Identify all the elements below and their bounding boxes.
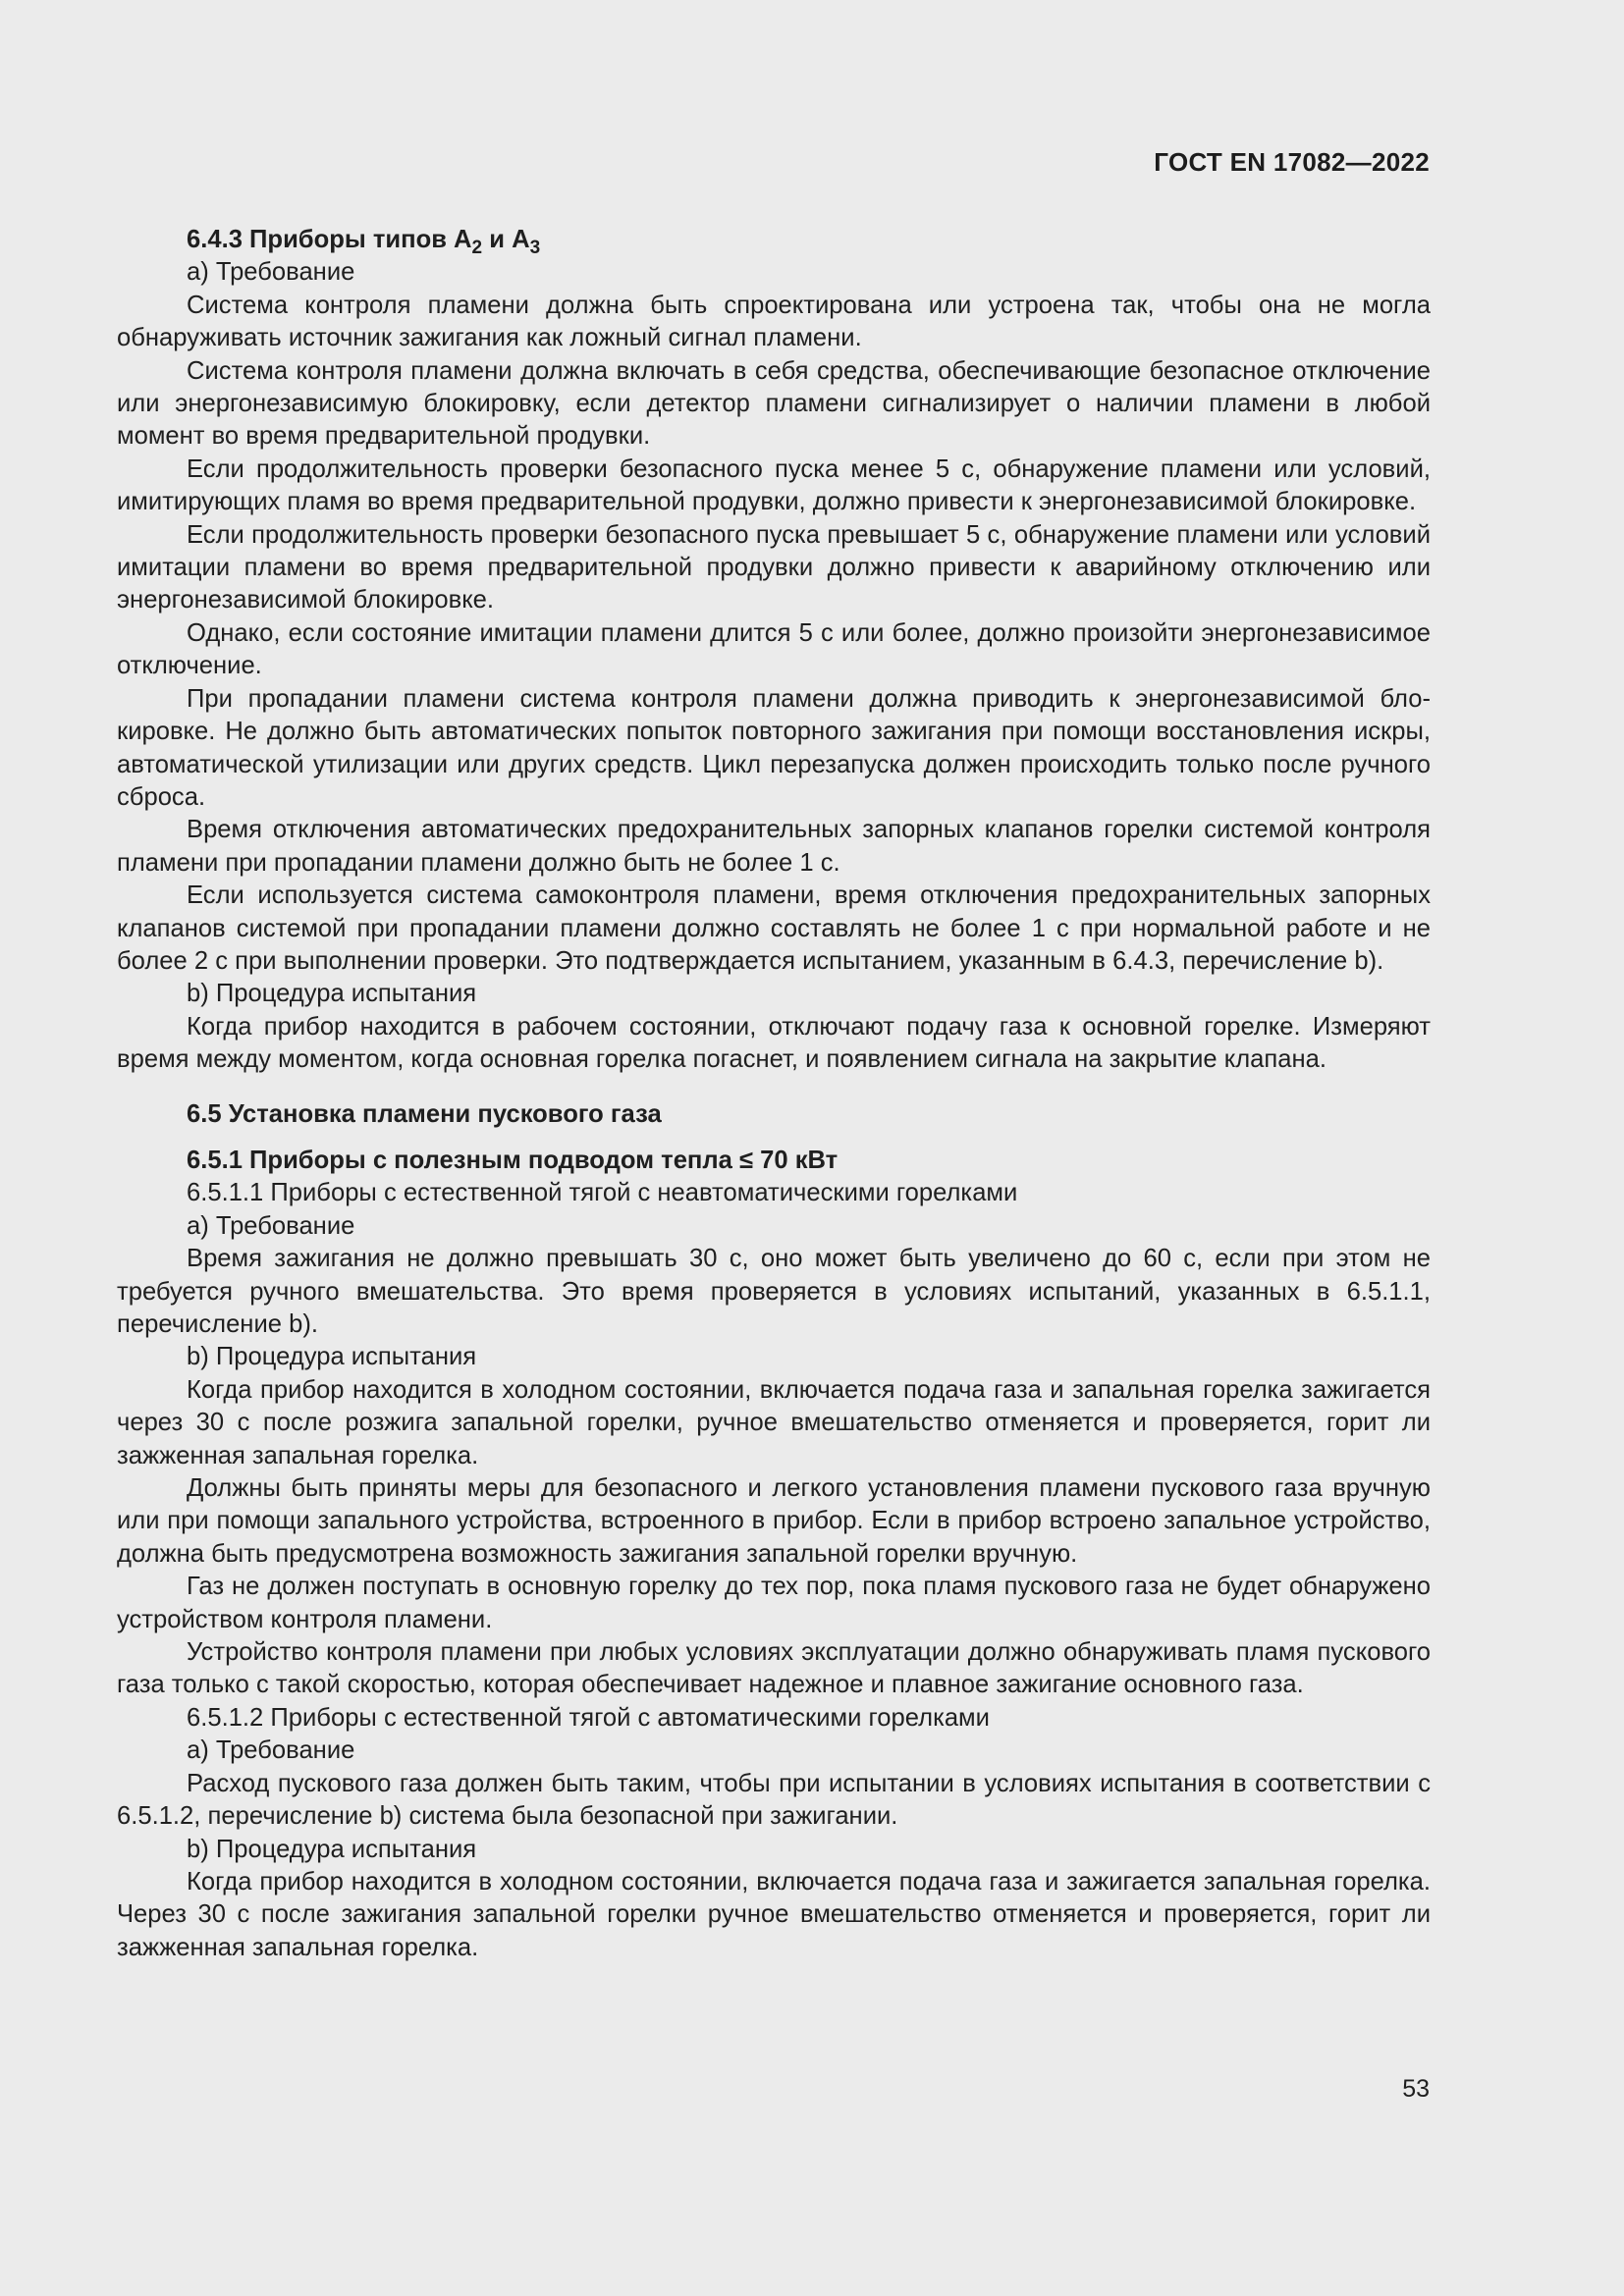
procedure-label: b) Процедура испытания	[187, 1835, 477, 1863]
procedure-label: b) Процедура испытания	[187, 1343, 477, 1371]
requirement-label: а) Требование	[187, 1211, 355, 1240]
document-header: ГОСТ EN 17082—2022	[1154, 147, 1430, 177]
requirement-label: а) Требование	[187, 258, 355, 287]
requirement-label: а) Требование	[187, 1736, 355, 1765]
heading-text-mid: и А	[482, 226, 530, 253]
heading-text-prefix: 6.4.3 Приборы типов А	[187, 226, 472, 253]
section-6-4-3-heading	[117, 224, 1431, 256]
heading-subscript-2: 2	[471, 238, 483, 258]
heading-subscript-3: 3	[529, 238, 541, 258]
paragraph: Если продолжительность проверки безопасного пуска превышает 5 с, обнаружение пламени или условий имитации пламени во время предварительной продувки должно привести к аварийному отключению или энергонезависимой блокировке.	[117, 520, 1431, 614]
page-number: 53	[1402, 2075, 1430, 2103]
procedure-label: b) Процедура испытания	[187, 980, 477, 1008]
paragraph: Когда прибор находится в холодном состоянии, включается подача газа и зажигается запальная горелка. Через 30 с после зажигания запальной горелки ручное вмешательство отменяется и проверяется, горит ли зажженная запальная горелка.	[117, 1867, 1431, 1961]
paragraph: Если используется система самоконтроля пламени, время отключения предохранительных запорных клапанов системой при пропадании пламени должно составлять не более 1 с при нормальной работе и не более 2 с при выполнении проверки. Это подтверждается испытанием, указанным в 6.4.3, перечисление b).	[117, 881, 1431, 975]
paragraph: Когда прибор находится в рабочем состоянии, отключают подачу газа к основной горелке. Измеряют время между моментом, когда основная горелка погаснет, и появлением сигнала на закрытие клапана.	[117, 1012, 1431, 1074]
document-body	[117, 224, 1431, 1964]
paragraph: Время зажигания не должно превышать 30 с, оно может быть увеличено до 60 с, если при этом не требуется ручного вмешательства. Это время проверяется в условиях испытаний, указанных в 6.5.1.1, перечисление b).	[117, 1245, 1431, 1338]
paragraph: Расход пускового газа должен быть таким, чтобы при испытании в условиях испытания в соответствии с 6.5.1.2, перечисление b) система была безопасной при зажигании.	[117, 1769, 1431, 1831]
paragraph: Время отключения автоматических предохранительных запорных клапанов горелки системой контроля пламени при пропадании пламени должно быть не более 1 с.	[117, 816, 1431, 877]
paragraph: Когда прибор находится в холодном состоянии, включается подача газа и запальная горелка зажигается через 30 с после розжига запальной горелки, ручное вмешательство отменяется и проверяется, горит ли зажженная запальная горелка.	[117, 1375, 1431, 1469]
subsection-6-5-1-2-title: 6.5.1.2 Приборы с естественной тягой с автоматическими горелками	[187, 1703, 990, 1732]
paragraph: Если продолжительность проверки безопасного пуска менее 5 с, обнаружение пламени или условий, имитирующих пламя во время предварительной продувки, должно привести к энергонезависимой блокировке.	[117, 454, 1431, 516]
paragraph: Должны быть приняты меры для безопасного и легкого установления пламени пускового газа вручную или при помощи запального устройства, встроенного в прибор. Если в прибор встроено запальное устройство, должна быть предусмотрена возможность зажигания запальной горелки вручную.	[117, 1474, 1431, 1568]
paragraph: Система контроля пламени должна включать в себя средства, обеспечивающие безопасное отключение или энергонезависимую блокировку, если детектор пламени сигнализирует о наличии пламени в любой момент во время предварительной продувки.	[117, 356, 1431, 451]
section-6-5-heading: 6.5 Установка пламени пускового газа	[187, 1099, 662, 1128]
paragraph: Система контроля пламени должна быть спроектирована или устроена так, чтобы она не могла обнаруживать источник зажигания как ложный сигнал пламени.	[117, 291, 1431, 352]
section-6-5-1-heading: 6.5.1 Приборы с полезным подводом тепла ≤ 70 кВт	[187, 1146, 839, 1174]
paragraph: При пропадании пламени система контроля пламени должна приводить к энергонезависимой блокировке. Не должно быть автоматических попыток повторного зажигания при помощи восстановления искры, автоматической утилизации или других средств. Цикл перезапуска должен происходить только после ручного сброса.	[117, 684, 1431, 811]
paragraph: Газ не должен поступать в основную горелку до тех пор, пока пламя пускового газа не будет обнаружено устройством контроля пламени.	[117, 1573, 1431, 1633]
paragraph: Устройство контроля пламени при любых условиях эксплуатации должно обнаруживать пламя пускового газа только с такой скоростью, которая обеспечивает надежное и плавное зажигание основного газа.	[117, 1638, 1431, 1699]
subsection-6-5-1-1-title: 6.5.1.1 Приборы с естественной тягой с неавтоматическими горелками	[187, 1179, 1018, 1207]
paragraph: Однако, если состояние имитации пламени длится 5 с или более, должно произойти энергонезависимое отключение.	[117, 618, 1431, 680]
